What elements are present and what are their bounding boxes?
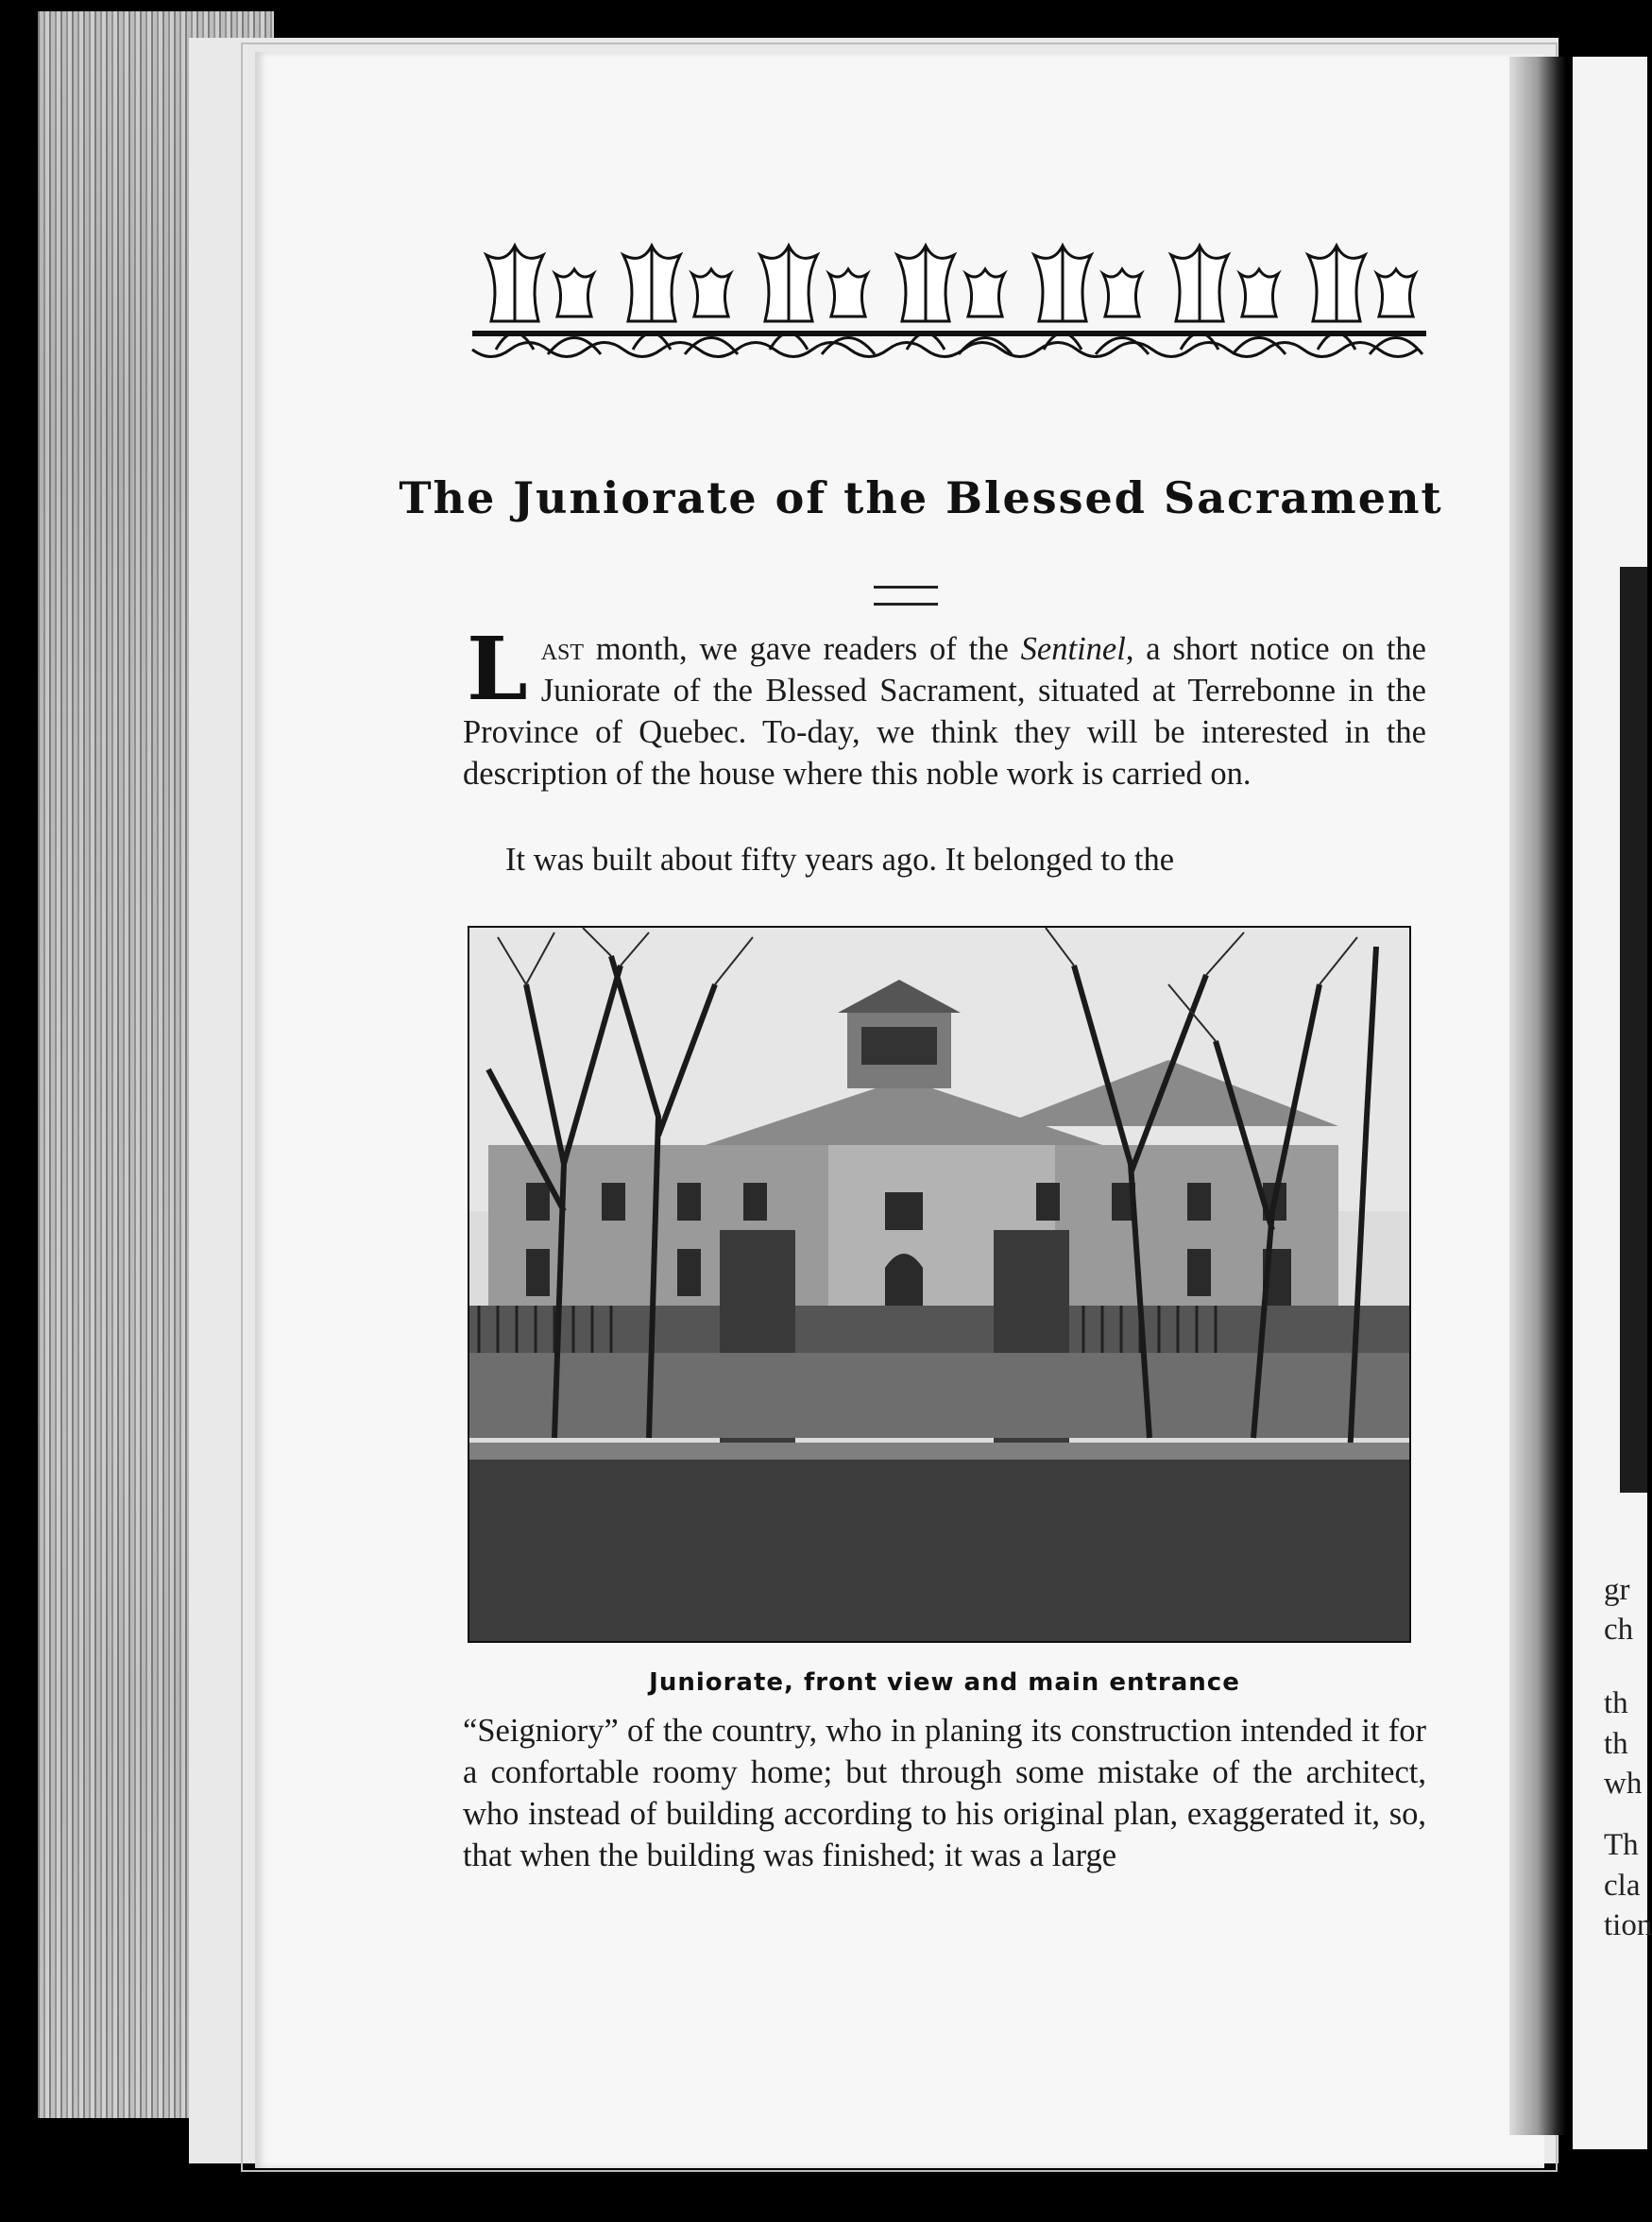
paragraph-1-lead: month, we gave readers of the: [584, 631, 1021, 667]
floral-ornament: [472, 227, 1426, 368]
paragraph-1-rest: , a short notice on the Juniorate of the Blessed Sacrament, situated at Terrebonne in the Province of Quebec. To-day, we think they will be interested in the description of the house where this noble work is carried on.: [463, 631, 1426, 792]
smallcaps-lead: ast: [540, 631, 585, 667]
next-page-fragment: gr: [1604, 1573, 1630, 1607]
paragraph-2: It was built about fifty years ago. It belonged to the: [505, 842, 1175, 878]
next-page-fragment: wh: [1604, 1767, 1643, 1801]
next-page-fragment: cla: [1604, 1869, 1641, 1903]
paragraph-3: “Seigniory” of the country, who in planing its construction intended it for a confortable roomy home; but through some mistake of the architect, who instead of building according to his original plan, exaggerated it, so, that when the building was finished; it was a large: [463, 1713, 1426, 1873]
next-page-fragment: th: [1604, 1727, 1628, 1761]
next-page-fragment: th: [1604, 1686, 1628, 1720]
paragraph-1: [463, 618, 1426, 795]
book-gutter: [1509, 57, 1566, 2135]
next-page-fragment: Th: [1604, 1828, 1639, 1862]
next-page-fragment: tion: [1604, 1908, 1652, 1942]
photo-caption: Juniorate, front view and main entrance: [649, 1668, 1240, 1697]
title-rule: [874, 576, 1015, 579]
next-page-fragment: ch: [1604, 1613, 1634, 1647]
drop-cap: L: [467, 618, 528, 720]
article-title: The Juniorate of the Blessed Sacrament: [399, 472, 1443, 523]
publication-name: Sentinel: [1020, 631, 1126, 667]
next-page-photo: [1620, 567, 1647, 1493]
juniorate-photograph: [468, 926, 1411, 1643]
